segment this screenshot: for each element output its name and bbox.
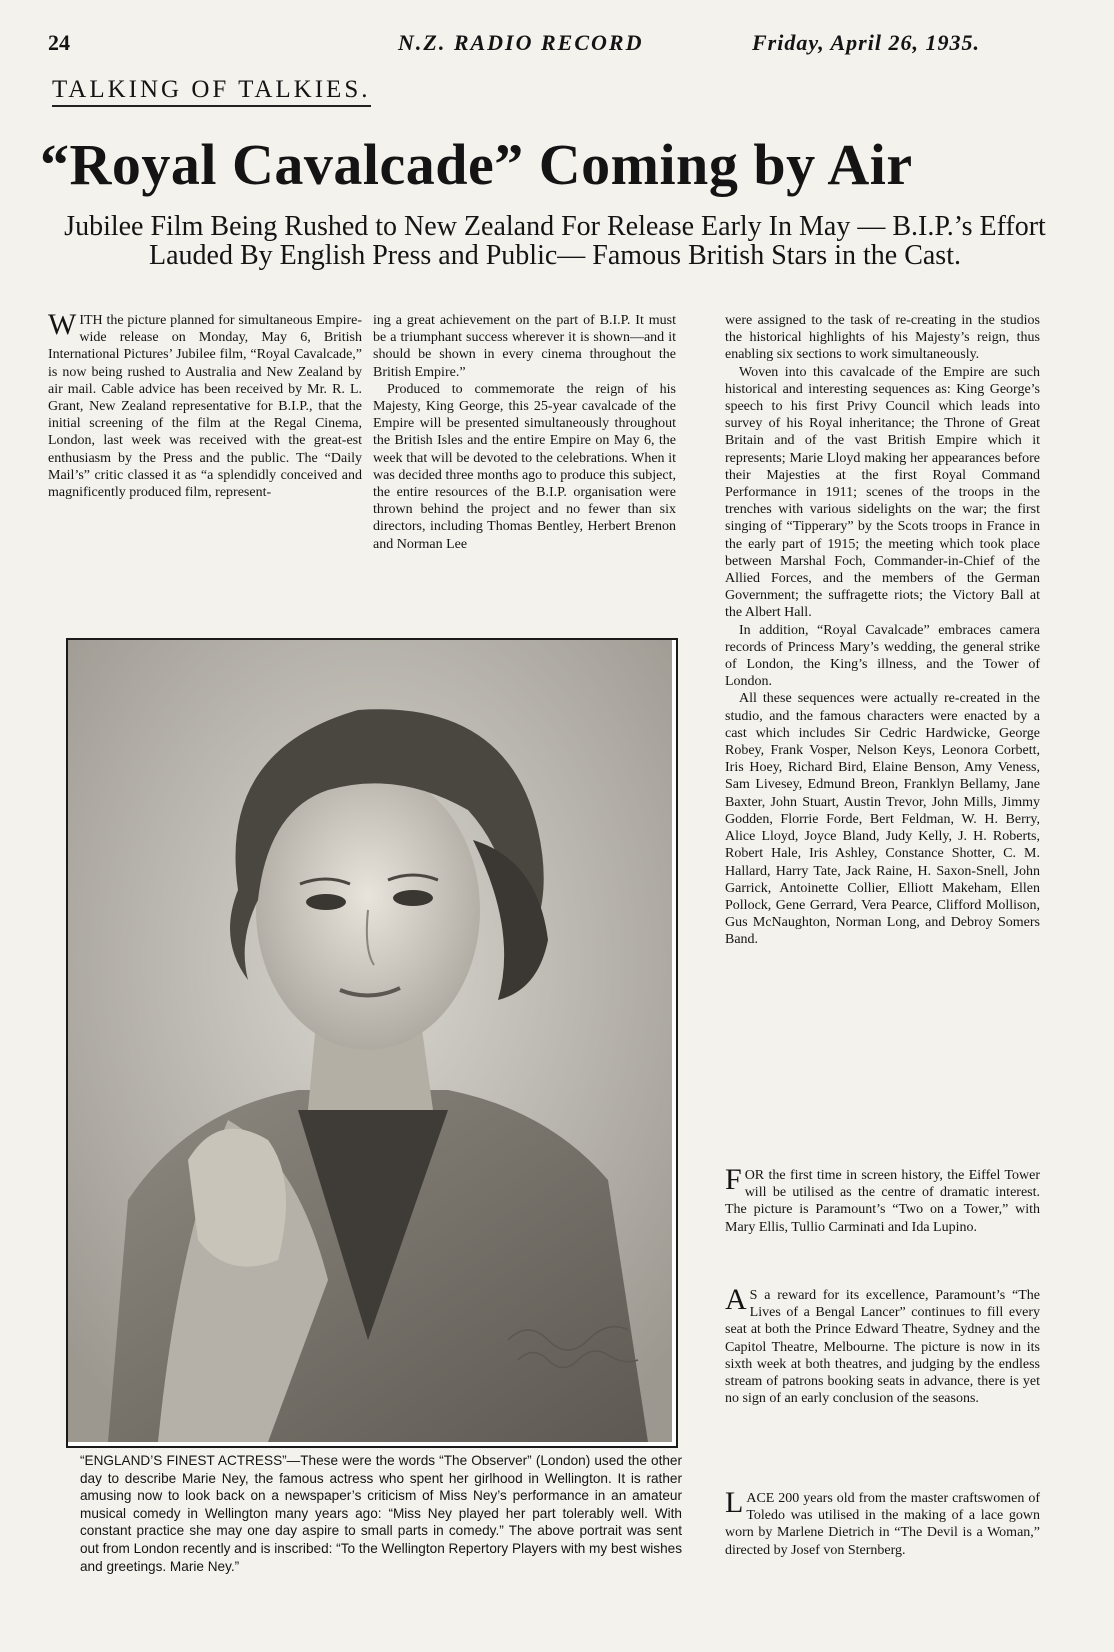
brief-text: the first time in screen history, the Eiffel Tower will be utilised as the centre of dramatic interest. The picture is Paramount’s “Two on a Tower,” with Mary Ellis, Tullio Carminati and Ida Lupino.	[725, 1168, 1040, 1235]
section-title: TALKING OF TALKIES.	[52, 76, 371, 107]
brief-dropcap: A	[725, 1283, 747, 1316]
photo-caption: “ENGLAND’S FINEST ACTRESS”—These were the words “The Observer” (London) used the other day to describe Marie Ney, the famous actress who spent her girlhood in Wellington. It is rather amusing now to look back on a newspaper’s criticism of Miss Ney’s performance in an amateur musical comedy in Wellington many years ago: “Miss Ney played her part tolerably well. With constant practice she may one day aspire to small parts in comedy.” The above portrait was sent out from London recently and is inscribed: “To the Wellington Repertory Players with my best wishes and greetings. Marie Ney.”	[80, 1453, 682, 1574]
brief-text: 200 years old from the master craftswomen of Toledo was utilised in the making of a lace gown worn by Marlene Dietrich in “The Devil is a Woman,” directed by Josef von Sternberg.	[725, 1491, 1040, 1558]
column-1-text: the picture planned for simultaneous Empire-wide release on Monday, May 6, British International Pictures’ Jubilee film, “Royal Cavalcade,” is now being rushed to Australia and New Zealand by air mail. Cable advice has been received by Mr. R. L. Grant, New Zealand representative for B.I.P., that the initial screening of the film at the Regal Cinema, London, last week was received with the great-est enthusiasm by the Press and the public. The “Daily Mail’s” critic classed it as “a splendidly conceived and magnificently produced film, represent-	[48, 313, 362, 501]
publication-title: N.Z. RADIO RECORD	[398, 30, 644, 55]
column-2-paragraph-1: ing a great achievement on the part of B.I.P. It must be a triumphant success wherever it is shown—and it should be shown in every cinema throughout the British Empire.”	[373, 313, 676, 380]
subheadline: Jubilee Film Being Rushed to New Zealand For Release Early In May — B.I.P.’s Effort Lauded By English Press and Public— Famous British Stars in the Cast.	[64, 211, 1046, 271]
column-3-paragraph-2: Woven into this cavalcade of the Empire are such historical and interesting sequences as: King George’s speech to his first Privy Council which leads into survey of his Royal inheritance; the Throne of Great Britain and of the vast British Empire which it represents; Marie Lloyd making her appearances before their Majesties at the first Royal Command Performance in 1911; scenes of the troops in the trenches with various sidelights on the war; the first singing of “Tipperary” by the Scots troops in France in the early part of 1915; the meeting which took place between Marshal Foch, Commander-in-Chief of the Allied Forces, and the members of the German Government; the suffragette riots; the Victory Ball at the Albert Hall.	[725, 364, 1040, 621]
dropcap-letter: W	[48, 308, 77, 341]
column-3-paragraph-4: All these sequences were actually re-created in the studio, and the famous characters were enacted by a cast which includes Sir Cedric Hardwicke, George Robey, Frank Vosper, Nelson Keys, Leonora Corbett, Iris Hoey, Richard Bird, Elaine Benson, Amy Veness, Sam Livesey, Edmund Breon, Franklyn Bellamy, Jane Baxter, John Stuart, Austin Trevor, John Mills, Jimmy Godden, Florrie Forde, Bert Feldman, W. H. Berry, Alice Lloyd, Joyce Bland, Judy Kelly, J. H. Roberts, Robert Hale, Iris Ashley, Constance Shotter, C. M. Hallard, Harry Tate, Jack Raine, H. Saxon-Snell, John Garrick, Antoinette Collier, Elliott Makeham, Ellen Pollock, Gene Gerrard, Vera Pearce, Clifford Mollison, Gus McNaughton, Norman Long, and Debroy Somers Band.	[725, 691, 1040, 948]
issue-date: Friday, April 26, 1935.	[752, 30, 980, 55]
brief-bengal-lancer	[725, 1283, 1040, 1407]
column-3-paragraph-3: In addition, “Royal Cavalcade” embraces camera records of Princess Mary’s wedding, the general strike of London, the King’s illness, and the Tower of London.	[725, 622, 1040, 690]
brief-eiffel-tower	[725, 1163, 1040, 1236]
column-2-paragraph-2: Produced to commemorate the reign of his Majesty, King George, this 25-year cavalcade of the Empire will be presented simultaneously throughout the British Isles and the entire Empire on May 6, the week that will be devoted to the celebrations. When it was decided three months ago to produce this subject, the entire resources of the B.I.P. organisation were thrown behind the project and no fewer than six directors, including Thomas Bentley, Herbert Brenon and Norman Lee	[373, 381, 676, 552]
article-column-2	[373, 312, 676, 553]
brief-text: a reward for its excellence, Paramount’s “The Lives of a Bengal Lancer” continues to fill every seat at both the Prince Edward Theatre, Sydney and the Capitol Theatre, Melbourne. The picture is now in its sixth week at both theatres, and judging by the endless stream of patrons booking seats in advance, there is yet no sign of an early conclusion of the seasons.	[725, 1288, 1040, 1407]
brief-smallcaps: ACE	[746, 1491, 775, 1506]
portrait-photo	[66, 638, 678, 1448]
article-column-1	[48, 308, 362, 501]
brief-dropcap: F	[725, 1163, 742, 1196]
column-3-paragraph-1: were assigned to the task of re-creating in the studios the historical highlights of his Majesty’s reign, thus enabling six sections to work simultaneously.	[725, 313, 1040, 363]
article-lead-paragraph	[48, 308, 362, 501]
page-number: 24	[48, 30, 70, 55]
portrait-illustration	[68, 640, 672, 1442]
article-column-3	[725, 312, 1040, 949]
brief-dropcap: L	[725, 1486, 744, 1519]
brief-smallcaps: OR	[744, 1168, 765, 1183]
brief-smallcaps: S	[749, 1288, 758, 1303]
lead-smallcaps: ITH	[79, 313, 103, 328]
brief-lace-gown	[725, 1486, 1040, 1559]
headline: “Royal Cavalcade” Coming by Air	[40, 132, 913, 197]
